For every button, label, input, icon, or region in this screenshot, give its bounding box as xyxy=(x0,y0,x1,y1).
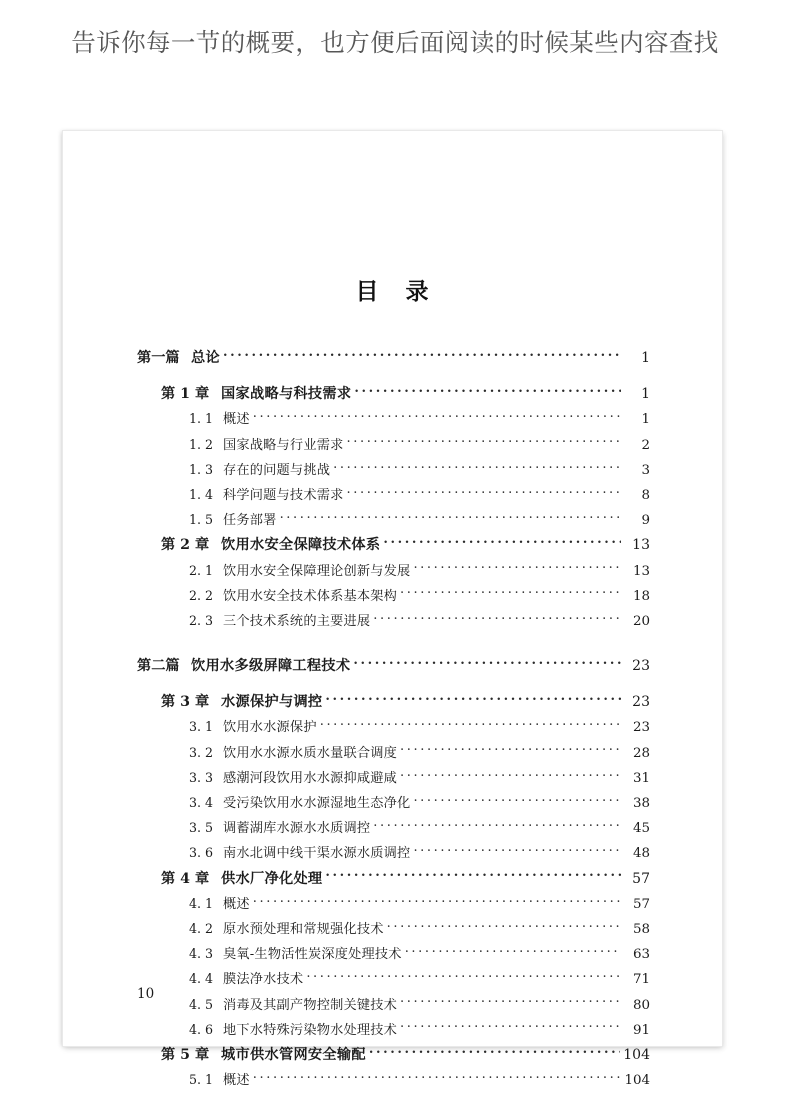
toc-entry-page-number: 13 xyxy=(632,537,650,554)
toc-entry-page-number: 80 xyxy=(632,997,650,1013)
toc-entry-title: 国家战略与行业需求 xyxy=(223,437,344,453)
toc-entry-title: 城市供水管网安全输配 xyxy=(221,1046,366,1063)
toc-entry-title: 地下水特殊污染物水处理技术 xyxy=(223,1022,398,1038)
toc-entry-page-number: 9 xyxy=(641,513,650,529)
toc-entry-label: 3. 1 xyxy=(189,719,214,735)
toc-entry-title: 存在的问题与挑战 xyxy=(223,462,331,478)
toc-entry-title: 受污染饮用水水源湿地生态净化 xyxy=(223,796,411,811)
page-title xyxy=(63,273,722,306)
toc-dot-leader xyxy=(320,718,621,731)
toc-entry-label: 4. 2 xyxy=(189,920,214,936)
toc-entry-page-number: 23 xyxy=(632,658,650,675)
toc-entry-page-number: 104 xyxy=(624,1073,650,1089)
toc-entry-section[interactable] xyxy=(189,459,650,484)
toc-dot-leader xyxy=(223,348,621,362)
toc-entry-section[interactable] xyxy=(189,1019,650,1044)
toc-entry-label: 4. 6 xyxy=(189,1021,214,1037)
toc-entry-section[interactable] xyxy=(189,842,650,867)
toc-entry-label: 4. 1 xyxy=(189,895,214,911)
toc-entry-title: 饮用水水源水质水量联合调度 xyxy=(223,745,398,761)
toc-dot-leader xyxy=(306,970,621,983)
toc-spacer xyxy=(137,635,650,655)
toc-entry-page-number: 2 xyxy=(641,437,650,453)
toc-entry-part[interactable] xyxy=(137,347,650,372)
toc-entry-label: 5. 1 xyxy=(189,1072,214,1088)
toc-entry-label: 3. 6 xyxy=(189,845,214,861)
toc-entry-section[interactable] xyxy=(189,817,650,842)
toc-entry-page-number: 57 xyxy=(632,896,650,912)
toc-entry-page-number: 20 xyxy=(632,613,650,629)
toc-dot-leader xyxy=(413,794,621,807)
toc-dot-leader xyxy=(280,511,621,524)
toc-entry-label: 3. 3 xyxy=(189,769,214,785)
book-page-sheet xyxy=(63,131,722,1089)
toc-entry-page-number: 63 xyxy=(632,947,650,963)
toc-entry-title: 膜法净水技术 xyxy=(223,972,304,988)
toc-entry-chapter[interactable] xyxy=(161,534,650,559)
toc-entry-section[interactable] xyxy=(189,716,650,741)
toc-entry-label: 第二篇 xyxy=(137,658,180,675)
toc-dot-leader xyxy=(405,945,621,958)
toc-entry-label: 第 4 章 xyxy=(161,870,210,887)
toc-entry-page-number: 8 xyxy=(641,487,650,503)
toc-entry-label: 3. 5 xyxy=(189,820,214,836)
toc-entry-section[interactable] xyxy=(189,484,650,509)
toc-entry-title: 供水厂净化处理 xyxy=(221,870,323,887)
toc-entry-label: 4. 4 xyxy=(189,971,214,987)
toc-entry-page-number: 91 xyxy=(632,1022,650,1038)
toc-entry-label: 第一篇 xyxy=(137,350,180,366)
toc-entry-part[interactable] xyxy=(137,655,650,680)
toc-entry-page-number: 104 xyxy=(623,1046,650,1063)
toc-entry-title: 饮用水安全技术体系基本架构 xyxy=(223,588,398,604)
toc-entry-title: 感潮河段饮用水水源抑咸避咸 xyxy=(223,770,398,786)
toc-entry-section[interactable] xyxy=(189,792,650,817)
toc-entry-title: 科学问题与技术需求 xyxy=(223,487,344,503)
toc-entry-label: 3. 2 xyxy=(189,744,214,760)
toc-entry-section[interactable] xyxy=(189,408,650,433)
table-of-contents-list xyxy=(137,347,650,1094)
toc-entry-title: 水源保护与调控 xyxy=(221,694,323,711)
toc-entry-title: 概述 xyxy=(223,896,250,912)
toc-entry-title: 三个技术系统的主要进展 xyxy=(223,613,371,629)
toc-entry-label: 1. 1 xyxy=(189,411,214,427)
toc-entry-title: 概述 xyxy=(223,1073,250,1089)
toc-entry-page-number: 1 xyxy=(641,386,650,403)
toc-dot-leader xyxy=(325,868,621,882)
toc-entry-label: 2. 2 xyxy=(189,587,214,603)
toc-dot-leader xyxy=(383,535,621,549)
toc-entry-title: 饮用水水源保护 xyxy=(223,720,317,736)
toc-dot-leader xyxy=(347,435,622,448)
toc-entry-section[interactable] xyxy=(189,610,650,635)
caption-bar xyxy=(0,0,790,120)
toc-entry-title: 饮用水安全保障理论创新与发展 xyxy=(223,563,411,579)
toc-entry-label: 4. 3 xyxy=(189,946,214,962)
toc-entry-title: 饮用水多级屏障工程技术 xyxy=(191,658,351,675)
caption-text: 告诉你每一节的概要，也方便后面阅读的时候某些内容查找 xyxy=(71,28,719,57)
page-title-char-2: 录 xyxy=(405,278,430,305)
toc-entry-page-number: 1 xyxy=(641,350,650,366)
toc-dot-leader xyxy=(400,769,621,782)
toc-entry-label: 1. 3 xyxy=(189,461,214,477)
toc-dot-leader xyxy=(400,743,621,756)
toc-entry-title: 任务部署 xyxy=(223,513,277,529)
toc-entry-section[interactable] xyxy=(189,893,650,918)
toc-entry-title: 臭氧-生物活性炭深度处理技术 xyxy=(223,947,402,963)
toc-entry-label: 第 3 章 xyxy=(161,694,210,711)
toc-entry-label: 第 5 章 xyxy=(161,1046,210,1063)
toc-entry-title: 国家战略与科技需求 xyxy=(221,386,352,403)
toc-entry-page-number: 23 xyxy=(632,694,650,711)
toc-dot-leader xyxy=(353,656,621,670)
toc-entry-label: 4. 5 xyxy=(189,996,214,1012)
toc-entry-page-number: 1 xyxy=(641,412,650,428)
page-folio-number: 10 xyxy=(137,986,155,1002)
toc-spacer xyxy=(137,372,650,383)
toc-entry-page-number: 3 xyxy=(641,462,650,478)
toc-dot-leader xyxy=(413,844,621,857)
toc-dot-leader xyxy=(253,410,621,423)
toc-entry-page-number: 57 xyxy=(632,870,650,887)
toc-dot-leader xyxy=(253,895,621,908)
toc-entry-page-number: 45 xyxy=(632,821,650,837)
toc-entry-section[interactable] xyxy=(189,742,650,767)
toc-entry-label: 1. 2 xyxy=(189,436,214,452)
toc-dot-leader xyxy=(325,692,621,706)
toc-dot-leader xyxy=(373,819,621,832)
toc-dot-leader xyxy=(347,486,622,499)
toc-entry-page-number: 28 xyxy=(632,745,650,761)
toc-entry-section[interactable] xyxy=(189,585,650,610)
toc-entry-page-number: 31 xyxy=(632,770,650,786)
toc-spacer xyxy=(137,680,650,691)
toc-entry-section[interactable] xyxy=(189,943,650,968)
toc-entry-page-number: 38 xyxy=(632,796,650,811)
toc-entry-chapter[interactable] xyxy=(161,691,650,716)
toc-entry-page-number: 13 xyxy=(632,563,650,579)
toc-entry-label: 3. 4 xyxy=(189,795,214,810)
toc-entry-section[interactable] xyxy=(189,434,650,459)
toc-entry-title: 原水预处理和常规强化技术 xyxy=(223,921,384,937)
toc-entry-section[interactable] xyxy=(189,918,650,943)
toc-dot-leader xyxy=(400,587,621,600)
toc-dot-leader xyxy=(413,561,621,574)
toc-entry-title: 调蓄湖库水源水水质调控 xyxy=(223,821,371,837)
toc-entry-page-number: 71 xyxy=(632,972,650,988)
toc-entry-label: 2. 1 xyxy=(189,562,214,578)
toc-entry-page-number: 48 xyxy=(632,846,650,862)
toc-entry-title: 南水北调中线干渠水源水质调控 xyxy=(223,846,411,862)
toc-dot-leader xyxy=(354,384,621,398)
toc-entry-section[interactable] xyxy=(189,968,650,993)
toc-dot-leader xyxy=(400,995,621,1008)
toc-entry-label: 第 1 章 xyxy=(161,386,210,403)
toc-dot-leader xyxy=(373,612,621,625)
toc-entry-chapter[interactable] xyxy=(161,383,650,408)
toc-entry-section[interactable] xyxy=(189,994,650,1019)
toc-entry-page-number: 58 xyxy=(632,921,650,937)
toc-entry-label: 第 2 章 xyxy=(161,537,210,554)
toc-dot-leader xyxy=(400,1021,621,1034)
toc-entry-page-number: 23 xyxy=(632,720,650,736)
toc-entry-title: 总论 xyxy=(191,350,220,366)
page-title-char-1: 目 xyxy=(355,278,380,305)
toc-entry-section[interactable] xyxy=(189,509,650,534)
toc-dot-leader xyxy=(369,1045,620,1059)
toc-entry-page-number: 18 xyxy=(632,588,650,604)
toc-entry-section[interactable] xyxy=(189,767,650,792)
toc-entry-label: 1. 4 xyxy=(189,486,214,502)
toc-entry-title: 消毒及其副产物控制关键技术 xyxy=(223,997,398,1013)
toc-entry-label: 1. 5 xyxy=(189,512,214,528)
toc-entry-chapter[interactable] xyxy=(161,868,650,893)
toc-dot-leader xyxy=(253,1071,621,1084)
toc-dot-leader xyxy=(333,461,621,474)
toc-dot-leader xyxy=(387,920,621,933)
toc-entry-section[interactable] xyxy=(189,560,650,585)
toc-entry-section[interactable] xyxy=(189,1069,650,1094)
toc-entry-title: 概述 xyxy=(223,412,250,428)
toc-entry-title: 饮用水安全保障技术体系 xyxy=(221,537,381,554)
toc-entry-chapter[interactable] xyxy=(161,1044,650,1069)
toc-entry-label: 2. 3 xyxy=(189,612,214,628)
